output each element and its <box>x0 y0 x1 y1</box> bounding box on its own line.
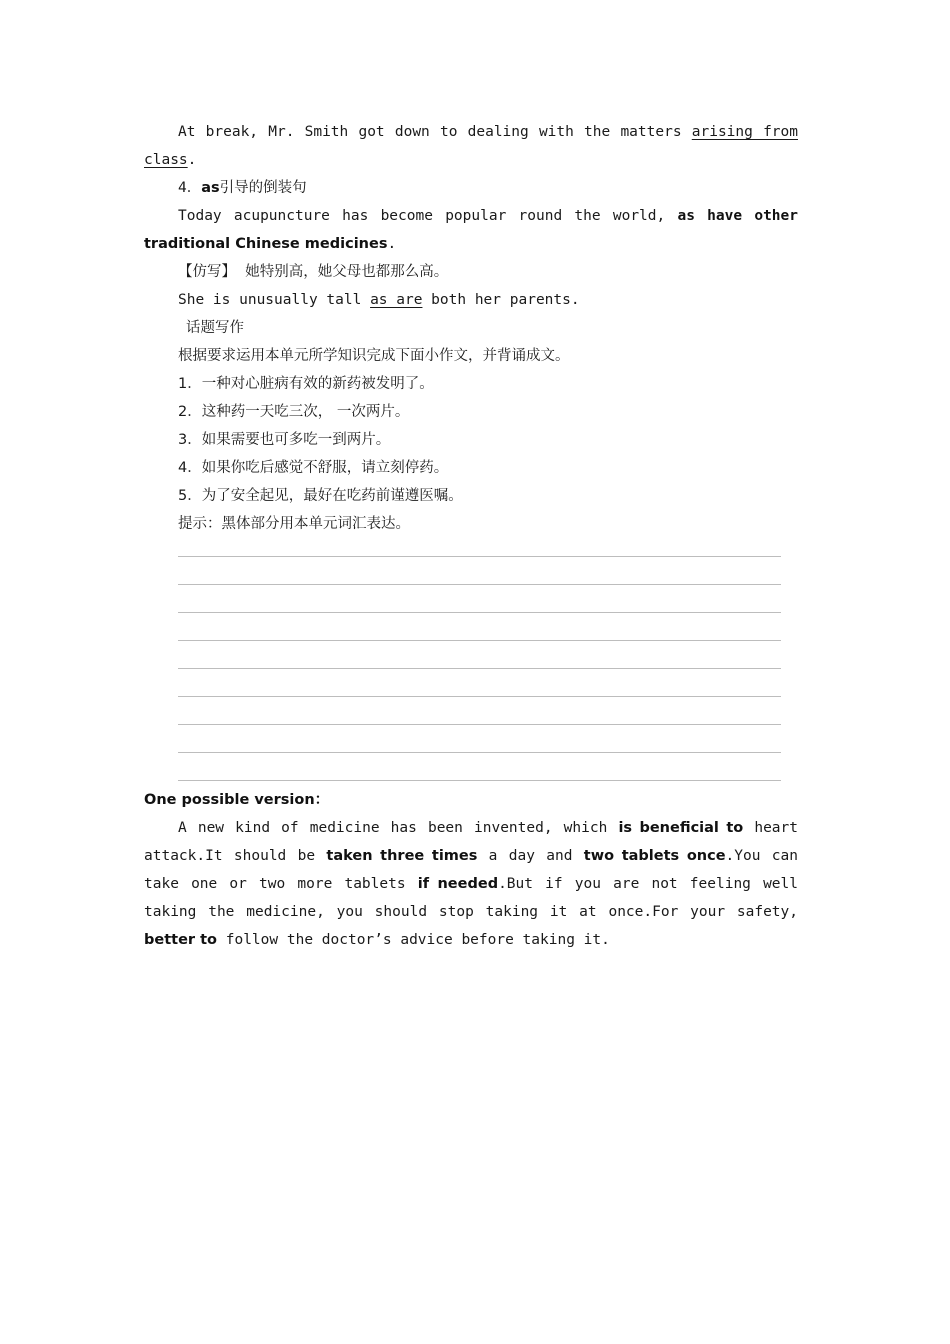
underlined-phrase: arising from <box>691 124 798 140</box>
text: .But if you are not feeling well <box>498 876 798 892</box>
paragraph-line <box>144 146 196 174</box>
text: At break, Mr. Smith got down to dealing with the matters <box>178 124 692 140</box>
version-line <box>144 842 798 870</box>
section-heading <box>178 174 307 202</box>
writing-item: 5．为了安全起见，最好在吃药前谨遵医嘱。 <box>178 488 463 504</box>
writing-item: 4．如果你吃后感觉不舒服，请立刻停药。 <box>178 460 449 476</box>
bold-phrase: traditional Chinese medicines <box>144 236 388 252</box>
example-line <box>178 202 798 230</box>
heading-number: 4． <box>178 180 202 196</box>
answer-line <box>178 780 781 781</box>
text: . <box>387 236 397 252</box>
text: Today acupuncture has become popular round the world, <box>178 208 678 224</box>
answer-line <box>178 668 781 669</box>
paragraph-line <box>178 118 798 146</box>
answer-line <box>178 640 781 641</box>
example-line <box>144 230 396 258</box>
bold-phrase: as have other <box>677 208 798 224</box>
text: A new kind of medicine has been invented, which <box>178 820 619 836</box>
writing-instruction: 根据要求运用本单元所学知识完成下面小作文，并背诵成文。 <box>178 348 570 364</box>
answer-line <box>178 752 781 753</box>
version-title-text: One possible version： <box>144 792 330 808</box>
writing-title: 话题写作 <box>186 320 244 336</box>
imitate-label: 【仿写】 <box>178 264 236 280</box>
bold-phrase: two tablets once <box>583 848 726 864</box>
version-line <box>144 870 798 898</box>
imitate-answer <box>178 286 580 314</box>
bold-phrase: better to <box>144 932 218 948</box>
writing-item: 1．一种对心脏病有效的新药被发明了。 <box>178 376 434 392</box>
writing-hint: 提示：黑体部分用本单元词汇表达。 <box>178 516 410 532</box>
writing-item: 2．这种药一天吃三次， 一次两片。 <box>178 404 410 420</box>
text: heart <box>743 820 798 836</box>
text: follow the doctor’s advice before taking it. <box>217 932 610 948</box>
text: . <box>187 152 197 168</box>
imitate-chinese: 她特别高，她父母也都那么高。 <box>245 264 449 280</box>
underlined-phrase: as are <box>370 292 423 308</box>
answer-line <box>178 724 781 725</box>
heading-text: 引导的倒装句 <box>219 180 307 196</box>
text: She is unusually tall <box>178 292 371 308</box>
answer-line <box>178 696 781 697</box>
underlined-phrase: class <box>144 152 188 168</box>
text: .You can <box>725 848 798 864</box>
answer-line <box>178 584 781 585</box>
text: take one or two more tablets <box>144 876 418 892</box>
version-line <box>144 926 610 954</box>
text: a day and <box>477 848 584 864</box>
answer-line <box>178 612 781 613</box>
text: both her parents. <box>422 292 580 308</box>
version-line <box>144 898 798 926</box>
imitate-line <box>178 258 448 286</box>
answer-line <box>178 556 781 557</box>
bold-phrase: taken three times <box>326 848 478 864</box>
bold-phrase: is beneficial to <box>618 820 744 836</box>
version-line <box>178 814 798 842</box>
bold-phrase: if needed <box>417 876 499 892</box>
version-title <box>144 786 329 814</box>
heading-keyword: as <box>201 180 220 196</box>
text: attack.It should be <box>144 848 327 864</box>
text: taking the medicine, you should stop taking it at once.For your safety, <box>144 904 798 920</box>
writing-item: 3．如果需要也可多吃一到两片。 <box>178 432 391 448</box>
